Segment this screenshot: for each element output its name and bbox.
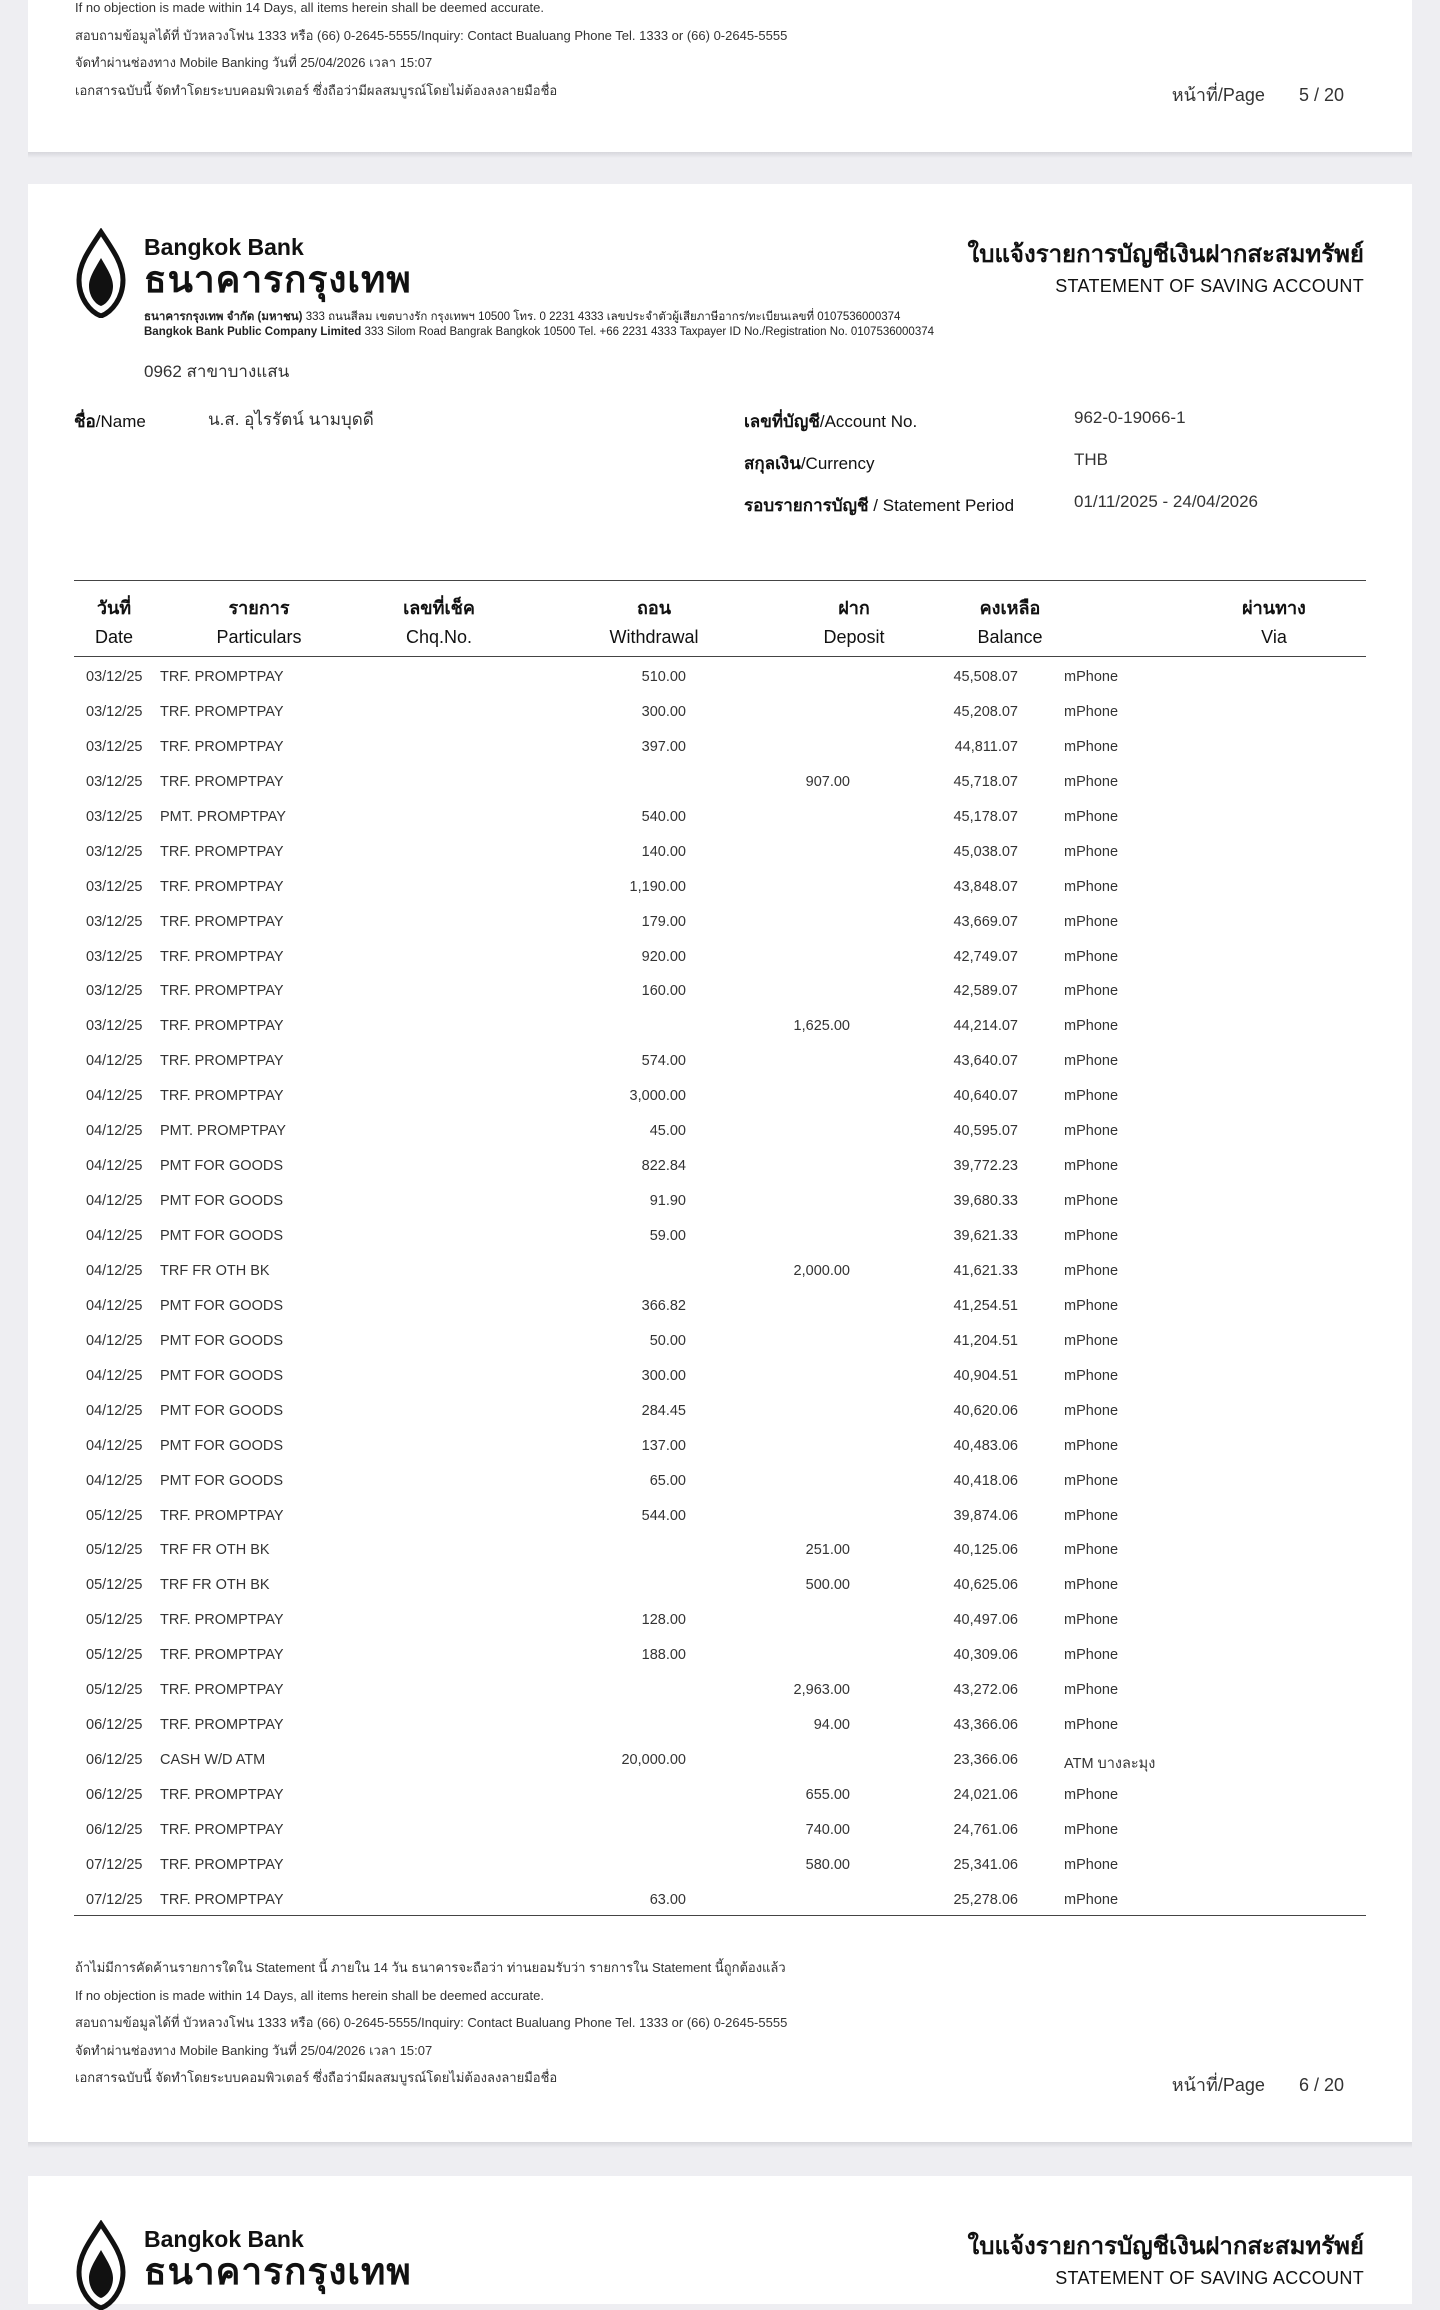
page-label: หน้าที่/Page [1171,85,1265,105]
cell-withdrawal: 544.00 [641,1507,686,1524]
cell-via: mPhone [1064,1402,1119,1419]
table-header [74,581,1366,657]
table-row [74,1286,1366,1321]
col-deposit-th: ฝาก [838,598,870,618]
cell-date: 05/12/25 [86,1682,143,1699]
cell-date: 04/12/25 [86,1402,143,1419]
table-row [74,937,1366,972]
cell-date: 03/12/25 [86,669,143,685]
cell-via: mPhone [1064,808,1119,825]
table-row [74,1181,1366,1216]
cell-via: mPhone [1064,913,1119,930]
cell-date: 04/12/25 [86,1332,143,1349]
cell-particulars: TRF. PROMPTPAY [160,1682,284,1699]
page-footer [75,1954,787,2092]
transaction-rows [74,657,1366,1915]
cell-date: 04/12/25 [86,1297,143,1314]
col-balance-th: คงเหลือ [979,598,1041,618]
cell-via: mPhone [1064,1297,1119,1314]
cell-date: 04/12/25 [86,1088,143,1105]
cell-balance: 42,749.07 [953,948,1018,965]
cell-via: mPhone [1064,1367,1119,1384]
cell-withdrawal: 284.45 [641,1402,686,1419]
cell-date: 05/12/25 [86,1647,143,1664]
cell-via: mPhone [1064,773,1119,790]
cell-date: 04/12/25 [86,1053,143,1070]
table-row [74,1111,1366,1146]
bank-address-en: 333 Silom Road Bangrak Bangkok 10500 Tel. +66 2231 4333 Taxpayer ID No./Registration No. 0107536000374 [364,326,935,338]
cell-balance: 40,125.06 [953,1542,1018,1559]
cell-date: 04/12/25 [86,1367,143,1384]
cell-particulars: PMT FOR GOODS [160,1402,283,1419]
cell-withdrawal: 540.00 [641,808,686,825]
table-row [74,1356,1366,1391]
cell-particulars: TRF. PROMPTPAY [160,948,284,965]
cell-withdrawal: 128.00 [641,1612,686,1629]
cell-via: mPhone [1064,1193,1119,1210]
table-row [74,1810,1366,1845]
cell-deposit: 2,963.00 [793,1682,850,1699]
cell-balance: 45,178.07 [953,808,1018,825]
table-row [74,832,1366,867]
cell-balance: 40,309.06 [953,1647,1018,1664]
cell-particulars: CASH W/D ATM [160,1752,266,1769]
cell-particulars: TRF. PROMPTPAY [160,669,284,685]
cell-date: 07/12/25 [86,1856,143,1873]
previous-page-number [1172,80,1344,109]
cell-date: 06/12/25 [86,1752,143,1769]
cell-date: 04/12/25 [86,1228,143,1244]
cell-balance: 40,497.06 [953,1612,1018,1629]
cell-particulars: TRF FR OTH BK [160,1262,270,1279]
cell-balance: 43,848.07 [953,878,1018,895]
cell-balance: 41,621.33 [953,1262,1018,1279]
cell-date: 04/12/25 [86,1472,143,1489]
bangkok-bank-lotus-logo-icon [75,228,127,318]
account-no-label: เลขที่บัญชี/Account No. [744,412,918,431]
cell-particulars: TRF FR OTH BK [160,1542,270,1559]
cell-balance: 40,595.07 [953,1123,1018,1140]
cell-via: mPhone [1064,1542,1119,1559]
cell-date: 03/12/25 [86,983,143,1000]
cell-via: mPhone [1064,878,1119,895]
cell-date: 04/12/25 [86,1193,143,1210]
page-divider [28,152,1412,158]
table-row [74,657,1366,692]
table-row [74,1321,1366,1356]
page-label: หน้าที่/Page [1171,2075,1265,2095]
cell-balance: 39,621.33 [953,1228,1018,1244]
page-number-block [1172,2070,1344,2099]
cell-date: 05/12/25 [86,1612,143,1629]
cell-withdrawal: 920.00 [641,948,686,965]
cell-withdrawal: 822.84 [641,1158,686,1175]
table-row [74,1775,1366,1810]
table-row [74,1496,1366,1531]
cell-withdrawal: 574.00 [641,1053,686,1070]
name-label: ชื่อ/Name [74,412,146,431]
cell-particulars: PMT FOR GOODS [160,1228,283,1244]
cell-date: 03/12/25 [86,703,143,720]
col-withdrawal-th: ถอน [636,598,671,618]
footer-line: ถ้าไม่มีการคัดค้านรายการใดใน Statement นี้ ภายใน 14 วัน ธนาคารจะถือว่า ท่านยอมรับว่า รายการใน Statement นี้ถูกต้องแล้ว [75,1960,786,1975]
table-row [74,1076,1366,1111]
col-chq-en: Chq.No. [405,627,473,647]
cell-via: mPhone [1064,738,1119,755]
cell-withdrawal: 366.82 [641,1297,686,1314]
cell-via: mPhone [1064,703,1119,720]
footer-line: เอกสารฉบับนี้ จัดทำโดยระบบคอมพิวเตอร์ ซึ่งถือว่ามีผลสมบูรณ์โดยไม่ต้องลงลายมือชื่อ [75,82,558,98]
cell-particulars: TRF. PROMPTPAY [160,1053,284,1070]
cell-balance: 45,038.07 [953,843,1018,860]
cell-balance: 40,418.06 [953,1472,1018,1489]
bank-address-th: 333 ถนนสีลม เขตบางรัก กรุงเทพฯ 10500 โทร. 0 2231 4333 เลขประจำตัวผู้เสียภาษีอากร/ทะเบียนเลขที่ 0107536000374 [305,311,901,323]
statement-title-th: ใบแจ้งรายการบัญชีเงินฝากสะสมทรัพย์ [967,241,1364,268]
bank-address [144,308,934,338]
cell-via: mPhone [1064,948,1119,965]
statement-period-label: รอบรายการบัญชี / Statement Period [744,496,1015,515]
table-bottom-rule [74,1915,1366,1916]
cell-particulars: PMT FOR GOODS [160,1437,283,1454]
table-row [74,692,1366,727]
table-row [74,902,1366,937]
cell-withdrawal: 140.00 [641,843,686,860]
bank-name-en: Bangkok Bank [144,2226,304,2252]
statement-title-en: STATEMENT OF SAVING ACCOUNT [1055,2268,1364,2288]
previous-page [28,0,1412,152]
page-number: 5 / 20 [1298,85,1344,105]
cell-balance: 44,811.07 [954,738,1018,755]
cell-via: mPhone [1064,1262,1119,1279]
cell-balance: 43,669.07 [953,913,1018,930]
cell-withdrawal: 179.00 [641,913,686,930]
statement-page [28,184,1412,2142]
cell-balance: 40,620.06 [953,1402,1018,1419]
cell-balance: 25,341.06 [953,1856,1018,1873]
cell-deposit: 251.00 [805,1542,850,1559]
footer-line: If no objection is made within 14 Days, all items herein shall be deemed accurate. [75,1987,544,2003]
cell-withdrawal: 20,000.00 [621,1752,686,1769]
cell-via: mPhone [1064,1682,1119,1699]
cell-via: mPhone [1064,1891,1119,1908]
col-chq-th: เลขที่เช็ค [403,598,475,618]
cell-via: mPhone [1064,1332,1119,1349]
footer-line: If no objection is made within 14 Days, all items herein shall be deemed accurate. [75,0,544,15]
cell-via: mPhone [1064,1856,1119,1873]
cell-particulars: TRF. PROMPTPAY [160,1507,284,1524]
cell-particulars: TRF. PROMPTPAY [160,1647,284,1664]
table-row [74,1251,1366,1286]
cell-balance: 24,761.06 [953,1821,1018,1838]
col-date-th: วันที่ [96,598,132,618]
col-particulars-en: Particulars [216,627,302,647]
cell-deposit: 740.00 [805,1821,850,1838]
cell-date: 03/12/25 [86,773,143,790]
footer-line: สอบถามข้อมูลได้ที่ บัวหลวงโฟน 1333 หรือ (66) 0-2645-5555/Inquiry: Contact Bualuang Phone Tel. 1333 or (66) 0-2645-5555 [75,27,788,43]
cell-date: 07/12/25 [86,1891,143,1908]
cell-particulars: PMT FOR GOODS [160,1367,283,1384]
table-row [74,1705,1366,1740]
table-row [74,1530,1366,1565]
cell-balance: 39,680.33 [953,1193,1018,1210]
cell-particulars: PMT FOR GOODS [160,1193,283,1210]
cell-particulars: TRF. PROMPTPAY [160,738,284,755]
col-via-th: ผ่านทาง [1242,598,1306,618]
cell-date: 03/12/25 [86,738,143,755]
cell-via: mPhone [1064,1088,1119,1105]
table-row [74,1461,1366,1496]
cell-via: ATM บางละมุง [1064,1756,1156,1773]
cell-particulars: PMT FOR GOODS [160,1297,283,1314]
cell-date: 05/12/25 [86,1542,143,1559]
cell-withdrawal: 63.00 [649,1891,686,1908]
table-row [74,1880,1366,1915]
cell-via: mPhone [1064,1787,1119,1803]
cell-particulars: TRF. PROMPTPAY [160,1891,284,1908]
cell-date: 06/12/25 [86,1787,143,1803]
cell-withdrawal: 510.00 [641,669,686,685]
cell-date: 03/12/25 [86,843,143,860]
cell-balance: 41,204.51 [953,1332,1018,1349]
cell-date: 03/12/25 [86,1018,143,1035]
cell-via: mPhone [1064,1717,1119,1734]
bank-legal-name-th: ธนาคารกรุงเทพ จำกัด (มหาชน) [144,311,303,323]
currency-label: สกุลเงิน/Currency [744,454,875,473]
cell-deposit: 2,000.00 [793,1262,850,1279]
cell-balance: 40,625.06 [953,1577,1018,1594]
cell-particulars: TRF. PROMPTPAY [160,878,284,895]
cell-withdrawal: 50.00 [649,1332,686,1349]
cell-withdrawal: 300.00 [641,1367,686,1384]
account-holder-name: น.ส. อุไรรัตน์ นามบุดดี [208,410,374,429]
cell-date: 03/12/25 [86,913,143,930]
next-page [28,2176,1412,2304]
cell-balance: 44,214.07 [953,1018,1018,1035]
cell-balance: 40,904.51 [953,1367,1018,1384]
footer-line: จัดทำผ่านช่องทาง Mobile Banking วันที่ 25/04/2026 เวลา 15:07 [75,55,433,71]
bank-name-th: ธนาคารกรุงเทพ [144,259,412,300]
cell-via: mPhone [1064,1612,1119,1629]
account-number: 962-0-19066-1 [1074,408,1186,427]
statement-period: 01/11/2025 - 24/04/2026 [1074,492,1259,511]
table-row [74,1635,1366,1670]
footer-line: จัดทำผ่านช่องทาง Mobile Banking วันที่ 25/04/2026 เวลา 15:07 [75,2042,433,2058]
cell-withdrawal: 300.00 [641,703,686,720]
cell-particulars: PMT FOR GOODS [160,1472,283,1489]
table-row [74,1006,1366,1041]
bank-name-th: ธนาคารกรุงเทพ [144,2251,412,2292]
cell-balance: 40,640.07 [953,1088,1018,1105]
cell-via: mPhone [1064,1123,1119,1140]
cell-particulars: TRF. PROMPTPAY [160,1787,284,1803]
cell-deposit: 655.00 [805,1787,850,1803]
table-row [74,1041,1366,1076]
previous-page-footer [75,0,787,104]
cell-date: 05/12/25 [86,1507,143,1524]
cell-balance: 45,508.07 [953,669,1018,685]
currency-value: THB [1074,450,1108,469]
cell-balance: 41,254.51 [953,1297,1018,1314]
cell-via: mPhone [1064,843,1119,860]
cell-balance: 43,366.06 [953,1717,1018,1734]
cell-date: 05/12/25 [86,1577,143,1594]
cell-particulars: TRF. PROMPTPAY [160,843,284,860]
footer-line: เอกสารฉบับนี้ จัดทำโดยระบบคอมพิวเตอร์ ซึ่งถือว่ามีผลสมบูรณ์โดยไม่ต้องลงลายมือชื่อ [75,2070,558,2086]
cell-deposit: 94.00 [813,1717,850,1734]
transactions-table [74,580,1366,1916]
table-row [74,1216,1366,1251]
cell-particulars: PMT. PROMPTPAY [160,808,286,825]
cell-via: mPhone [1064,1053,1119,1070]
col-deposit-en: Deposit [823,627,885,647]
branch-name: 0962 สาขาบางแสน [144,362,290,381]
page-divider [28,2142,1412,2148]
cell-withdrawal: 188.00 [641,1647,686,1664]
table-row [74,1670,1366,1705]
cell-withdrawal: 397.00 [641,738,686,755]
cell-via: mPhone [1064,1018,1119,1035]
table-row [74,1600,1366,1635]
cell-particulars: TRF. PROMPTPAY [160,703,284,720]
cell-withdrawal: 1,190.00 [629,878,686,895]
table-row [74,1391,1366,1426]
bangkok-bank-lotus-logo-icon [75,2220,127,2310]
table-row [74,727,1366,762]
cell-particulars: TRF. PROMPTPAY [160,1821,284,1838]
col-particulars-th: รายการ [228,598,290,618]
cell-date: 04/12/25 [86,1158,143,1175]
cell-particulars: TRF FR OTH BK [160,1577,270,1594]
cell-balance: 45,208.07 [953,703,1018,720]
cell-deposit: 1,625.00 [793,1018,850,1035]
cell-deposit: 580.00 [805,1856,850,1873]
cell-date: 03/12/25 [86,878,143,895]
cell-particulars: PMT FOR GOODS [160,1332,283,1349]
cell-withdrawal: 3,000.00 [629,1088,686,1105]
footer-line: สอบถามข้อมูลได้ที่ บัวหลวงโฟน 1333 หรือ (66) 0-2645-5555/Inquiry: Contact Bualuang Phone Tel. 1333 or (66) 0-2645-5555 [75,2015,788,2031]
cell-balance: 24,021.06 [953,1787,1018,1803]
table-row [74,797,1366,832]
table-row [74,1740,1366,1775]
cell-particulars: PMT. PROMPTPAY [160,1123,286,1140]
page-number: 6 / 20 [1298,2075,1344,2095]
cell-particulars: PMT FOR GOODS [160,1158,283,1175]
col-via-en: Via [1261,627,1287,647]
cell-via: mPhone [1064,1507,1119,1524]
cell-date: 06/12/25 [86,1821,143,1838]
cell-deposit: 500.00 [805,1577,850,1594]
cell-date: 03/12/25 [86,948,143,965]
cell-balance: 40,483.06 [953,1437,1018,1454]
cell-withdrawal: 160.00 [641,983,686,1000]
cell-withdrawal: 65.00 [649,1472,686,1489]
cell-particulars: TRF. PROMPTPAY [160,983,284,1000]
table-row [74,971,1366,1006]
table-row [74,762,1366,797]
cell-via: mPhone [1064,1472,1119,1489]
cell-balance: 42,589.07 [953,983,1018,1000]
cell-date: 04/12/25 [86,1437,143,1454]
cell-balance: 43,640.07 [953,1053,1018,1070]
cell-date: 04/12/25 [86,1123,143,1140]
cell-particulars: TRF. PROMPTPAY [160,1717,284,1734]
table-row [74,1146,1366,1181]
cell-deposit: 907.00 [805,773,850,790]
cell-via: mPhone [1064,983,1119,1000]
cell-particulars: TRF. PROMPTPAY [160,773,284,790]
bank-legal-name-en: Bangkok Bank Public Company Limited [144,326,362,338]
col-balance-en: Balance [977,627,1043,647]
table-row [74,1845,1366,1880]
cell-via: mPhone [1064,1821,1119,1838]
cell-balance: 43,272.06 [953,1682,1018,1699]
cell-date: 03/12/25 [86,808,143,825]
cell-balance: 23,366.06 [953,1752,1018,1769]
statement-title-th: ใบแจ้งรายการบัญชีเงินฝากสะสมทรัพย์ [967,2233,1364,2260]
cell-date: 04/12/25 [86,1262,143,1279]
cell-via: mPhone [1064,1158,1119,1175]
cell-withdrawal: 137.00 [641,1437,686,1454]
statement-title-en: STATEMENT OF SAVING ACCOUNT [1055,276,1364,296]
table-row [74,1426,1366,1461]
cell-via: mPhone [1064,1577,1119,1594]
table-row [74,1565,1366,1600]
cell-date: 06/12/25 [86,1717,143,1734]
bank-name-en: Bangkok Bank [144,234,304,260]
cell-withdrawal: 45.00 [649,1123,686,1140]
cell-via: mPhone [1064,1647,1119,1664]
cell-balance: 25,278.06 [953,1891,1018,1908]
cell-via: mPhone [1064,669,1119,685]
cell-particulars: TRF. PROMPTPAY [160,1612,284,1629]
cell-via: mPhone [1064,1437,1119,1454]
cell-particulars: TRF. PROMPTPAY [160,1018,284,1035]
cell-particulars: TRF. PROMPTPAY [160,1856,284,1873]
col-withdrawal-en: Withdrawal [609,627,699,647]
cell-balance: 39,874.06 [953,1507,1018,1524]
cell-withdrawal: 59.00 [649,1228,686,1244]
cell-balance: 45,718.07 [953,773,1018,790]
cell-via: mPhone [1064,1228,1119,1244]
col-date-en: Date [94,627,134,647]
cell-particulars: TRF. PROMPTPAY [160,913,284,930]
cell-balance: 39,772.23 [953,1158,1018,1175]
cell-withdrawal: 91.90 [649,1193,686,1210]
table-row [74,867,1366,902]
cell-particulars: TRF. PROMPTPAY [160,1088,284,1105]
